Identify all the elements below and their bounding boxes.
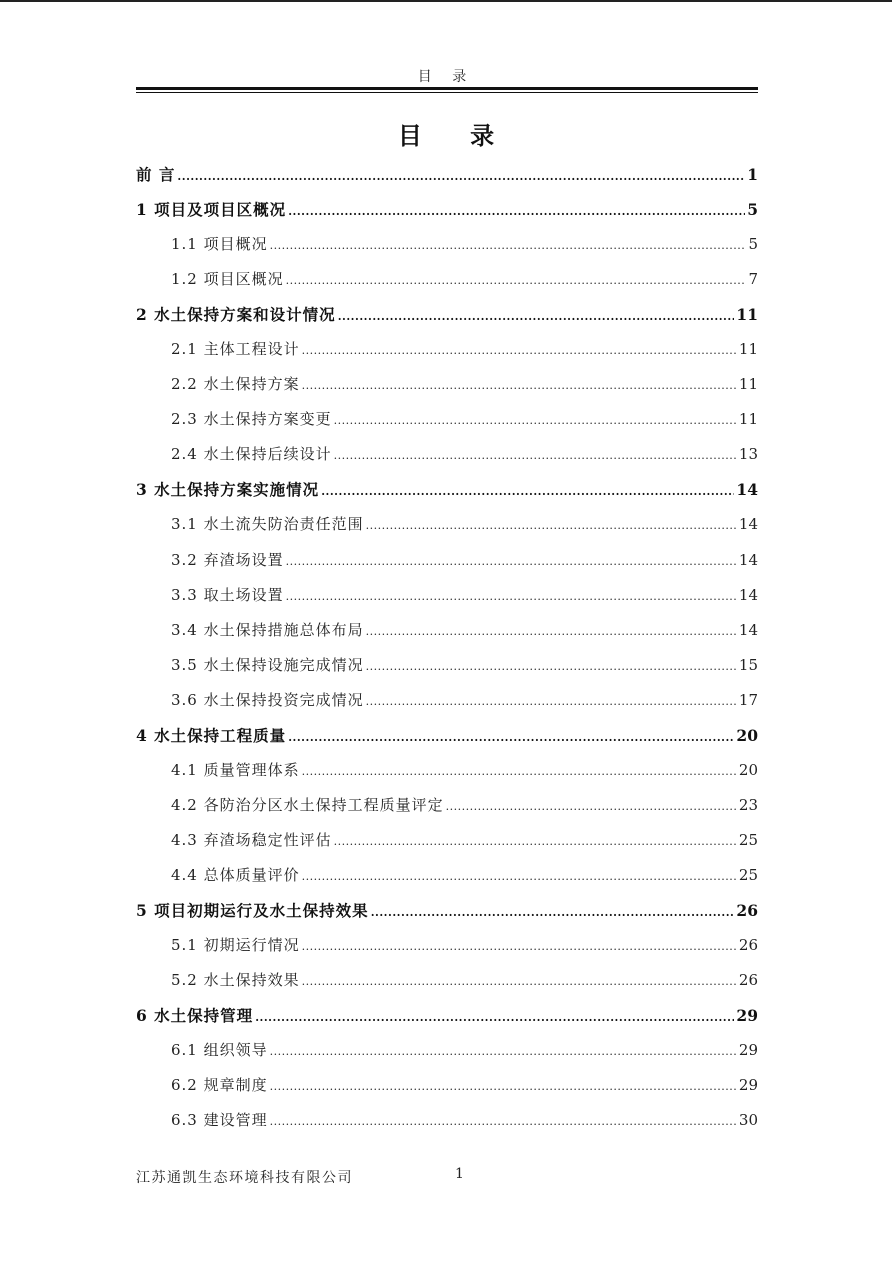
toc-entry-page: 29: [736, 1006, 758, 1026]
toc-entry-label: 5.1 初期运行情况: [171, 936, 300, 955]
toc-dot-leader: [288, 194, 745, 229]
toc-entry-page: 25: [738, 830, 758, 849]
running-header: 目 录: [417, 69, 475, 85]
toc-section-entry[interactable]: [136, 543, 758, 578]
toc-dot-leader: [302, 368, 737, 403]
header-rule-thin: [136, 92, 758, 93]
toc-entry-label: 6.2 规章制度: [171, 1076, 268, 1095]
toc-section-entry[interactable]: [136, 367, 758, 402]
toc-entry-page: 5: [747, 200, 758, 220]
toc-entry-label: 2.3 水土保持方案变更: [171, 410, 332, 429]
toc-dot-leader: [338, 299, 735, 334]
toc-dot-leader: [270, 1034, 737, 1069]
toc-dot-leader: [334, 403, 737, 438]
toc-entry-label: 3 水土保持方案实施情况: [136, 480, 320, 500]
toc-section-entry[interactable]: [136, 858, 758, 893]
toc-dot-leader: [302, 754, 737, 789]
toc-entry-page: 11: [738, 340, 758, 359]
page-top-edge: [0, 0, 892, 2]
toc-entry-label: 3.4 水土保持措施总体布局: [171, 620, 364, 639]
toc-section-entry[interactable]: [136, 402, 758, 437]
toc-entry-label: 2.4 水土保持后续设计: [171, 445, 332, 464]
toc-section-entry[interactable]: [136, 437, 758, 472]
toc-entry-label: 1.1 项目概况: [171, 235, 268, 254]
toc-section-entry[interactable]: [136, 613, 758, 648]
toc-dot-leader: [177, 159, 745, 194]
toc-section-entry[interactable]: [136, 648, 758, 683]
toc-dot-leader: [366, 508, 737, 543]
toc-entry-page: 25: [738, 865, 758, 884]
toc-dot-leader: [286, 544, 737, 579]
toc-entry-label: 3.6 水土保持投资完成情况: [171, 690, 364, 709]
toc-section-entry[interactable]: [136, 578, 758, 613]
toc-entry-page: 14: [738, 585, 758, 604]
toc-chapter-entry[interactable]: [136, 297, 758, 332]
toc-entry-label: 3.5 水土保持设施完成情况: [171, 655, 364, 674]
toc-entry-page: 26: [738, 936, 758, 955]
toc-dot-leader: [366, 614, 737, 649]
toc-entry-label: 1.2 项目区概况: [171, 270, 284, 289]
toc-dot-leader: [302, 929, 737, 964]
toc-chapter-entry[interactable]: [136, 192, 758, 227]
toc-section-entry[interactable]: [136, 963, 758, 998]
toc-section-entry[interactable]: [136, 753, 758, 788]
footer-page-number: 1: [455, 1166, 464, 1182]
toc-dot-leader: [270, 228, 747, 263]
toc-dot-leader: [371, 895, 735, 930]
toc-entry-page: 7: [748, 270, 758, 289]
toc-entry-page: 5: [748, 235, 758, 254]
toc-entry-page: 26: [738, 971, 758, 990]
toc-entry-page: 20: [736, 725, 758, 745]
toc-dot-leader: [286, 263, 747, 298]
toc-entry-label: 2 水土保持方案和设计情况: [136, 305, 336, 325]
toc-entry-label: 3.3 取土场设置: [171, 585, 284, 604]
toc-section-entry[interactable]: [136, 788, 758, 823]
toc-entry-label: 3.2 弃渣场设置: [171, 550, 284, 569]
toc-dot-leader: [286, 579, 737, 614]
toc-dot-leader: [302, 859, 737, 894]
toc-entry-label: 6.1 组织领导: [171, 1041, 268, 1060]
toc-entry-label: 1 项目及项目区概况: [136, 200, 287, 220]
toc-chapter-entry[interactable]: [136, 718, 758, 753]
toc-dot-leader: [302, 964, 737, 999]
toc-chapter-entry[interactable]: [136, 157, 758, 192]
toc-dot-leader: [366, 684, 737, 719]
toc-dot-leader: [334, 438, 737, 473]
toc-entry-label: 4 水土保持工程质量: [136, 725, 287, 745]
toc-entry-page: 29: [738, 1076, 758, 1095]
toc-entry-label: 6.3 建设管理: [171, 1111, 268, 1130]
table-of-contents: [136, 157, 758, 1138]
toc-entry-page: 14: [738, 550, 758, 569]
toc-entry-page: 14: [738, 515, 758, 534]
toc-dot-leader: [334, 824, 737, 859]
toc-entry-page: 15: [738, 655, 758, 674]
toc-entry-page: 14: [738, 620, 758, 639]
toc-section-entry[interactable]: [136, 823, 758, 858]
toc-section-entry[interactable]: [136, 262, 758, 297]
toc-dot-leader: [270, 1069, 737, 1104]
toc-entry-label: 4.3 弃渣场稳定性评估: [171, 830, 332, 849]
toc-dot-leader: [288, 720, 734, 755]
toc-section-entry[interactable]: [136, 683, 758, 718]
toc-entry-label: 6 水土保持管理: [136, 1006, 254, 1026]
toc-entry-label: 前 言: [136, 165, 176, 184]
toc-entry-label: 4.4 总体质量评价: [171, 865, 300, 884]
toc-dot-leader: [270, 1104, 737, 1139]
toc-section-entry[interactable]: [136, 227, 758, 262]
toc-entry-label: 2.2 水土保持方案: [171, 375, 300, 394]
toc-entry-page: 23: [738, 795, 758, 814]
toc-dot-leader: [446, 789, 737, 824]
toc-chapter-entry[interactable]: [136, 998, 758, 1033]
toc-section-entry[interactable]: [136, 1033, 758, 1068]
header-rule-thick: [136, 87, 758, 90]
toc-chapter-entry[interactable]: [136, 472, 758, 507]
toc-entry-page: 14: [736, 480, 758, 500]
toc-entry-page: 1: [747, 165, 758, 184]
toc-dot-leader: [255, 1000, 734, 1035]
toc-entry-page: 29: [738, 1041, 758, 1060]
toc-entry-page: 11: [738, 375, 758, 394]
toc-entry-label: 5 项目初期运行及水土保持效果: [136, 900, 369, 920]
toc-section-entry[interactable]: [136, 507, 758, 542]
toc-section-entry[interactable]: [136, 332, 758, 367]
toc-entry-page: 11: [738, 410, 758, 429]
toc-entry-label: 4.2 各防治分区水土保持工程质量评定: [171, 795, 444, 814]
toc-chapter-entry[interactable]: [136, 893, 758, 928]
toc-section-entry[interactable]: [136, 1103, 758, 1138]
toc-dot-leader: [366, 649, 737, 684]
toc-section-entry[interactable]: [136, 1068, 758, 1103]
toc-entry-label: 3.1 水土流失防治责任范围: [171, 515, 364, 534]
page-title: 目 录: [397, 121, 515, 150]
toc-entry-page: 20: [738, 760, 758, 779]
toc-entry-page: 11: [736, 305, 758, 325]
footer-company: 江苏通凯生态环境科技有限公司: [136, 1170, 353, 1186]
toc-section-entry[interactable]: [136, 928, 758, 963]
toc-entry-page: 30: [738, 1111, 758, 1130]
toc-entry-page: 17: [738, 690, 758, 709]
toc-dot-leader: [302, 333, 737, 368]
toc-entry-page: 13: [738, 445, 758, 464]
toc-dot-leader: [321, 474, 734, 509]
toc-entry-label: 2.1 主体工程设计: [171, 340, 300, 359]
toc-entry-label: 5.2 水土保持效果: [171, 971, 300, 990]
toc-entry-page: 26: [736, 900, 758, 920]
toc-entry-label: 4.1 质量管理体系: [171, 760, 300, 779]
